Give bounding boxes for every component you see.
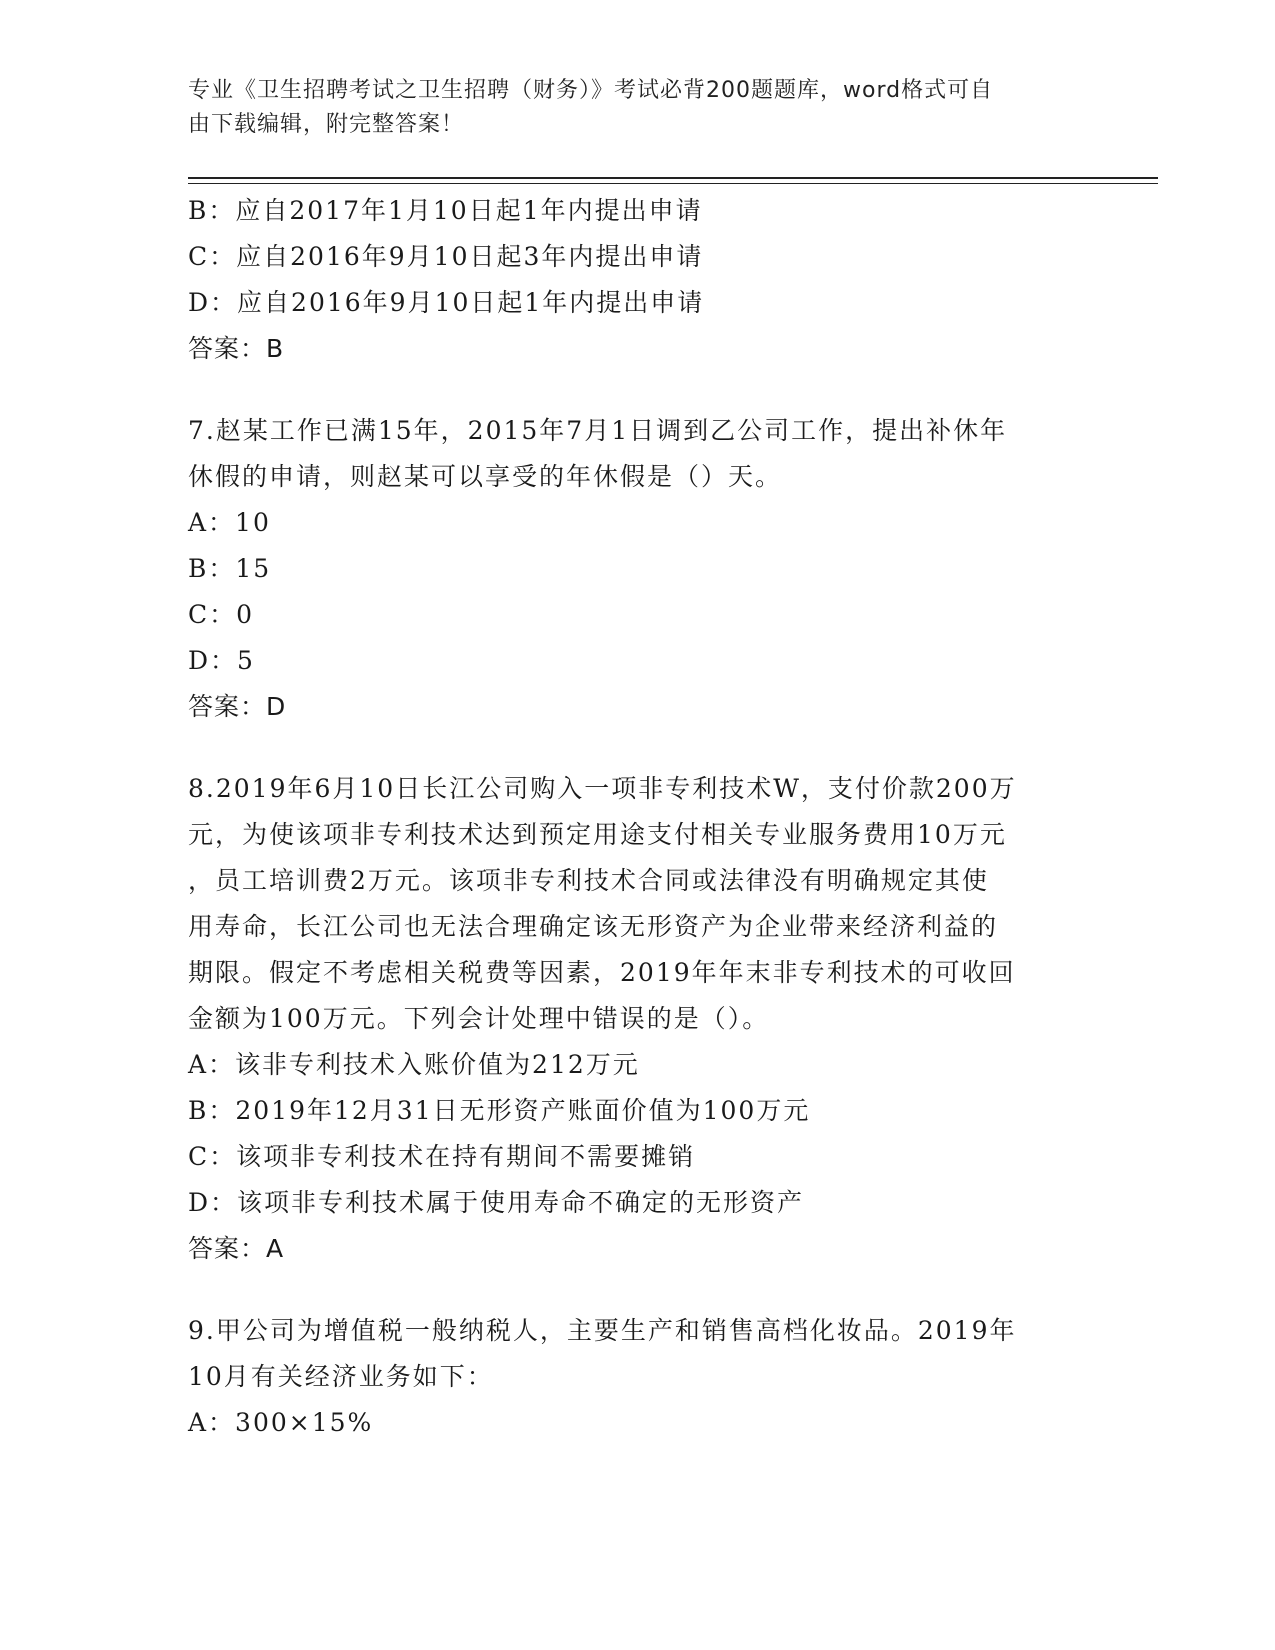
option-d: D：该项非专利技术属于使用寿命不确定的无形资产 bbox=[188, 1188, 805, 1217]
question-stem-line: 金额为100万元。下列会计处理中错误的是（）。 bbox=[188, 1004, 770, 1033]
answer: 答案：D bbox=[188, 692, 287, 721]
option-b: B：15 bbox=[188, 554, 272, 583]
option-a: A：10 bbox=[188, 508, 271, 537]
option-c: C：0 bbox=[188, 600, 255, 629]
document-body bbox=[188, 188, 1088, 1446]
header-divider-thin bbox=[188, 183, 1158, 184]
header-divider-thick bbox=[188, 177, 1158, 179]
header-line-1: 专业《卫生招聘考试之卫生招聘（财务）》考试必背200题题库，word格式可自 bbox=[188, 78, 994, 103]
question-stem-line: 用寿命，长江公司也无法合理确定该无形资产为企业带来经济利益的 bbox=[188, 912, 999, 941]
document-header bbox=[188, 74, 1068, 142]
question-stem-line: 9.甲公司为增值税一般纳税人，主要生产和销售高档化妆品。2019年 bbox=[188, 1316, 1017, 1345]
question-7 bbox=[188, 408, 1088, 730]
question-6 bbox=[188, 188, 1088, 372]
question-stem-line: 8.2019年6月10日长江公司购入一项非专利技术W，支付价款200万 bbox=[188, 774, 1017, 803]
option-a: A：300×15% bbox=[188, 1408, 374, 1437]
option-b: B：应自2017年1月10日起1年内提出申请 bbox=[188, 196, 703, 225]
question-stem-line: ，员工培训费2万元。该项非专利技术合同或法律没有明确规定其使 bbox=[188, 866, 989, 895]
option-d: D：5 bbox=[188, 646, 255, 675]
question-9 bbox=[188, 1308, 1088, 1446]
question-8 bbox=[188, 766, 1088, 1272]
option-b: B：2019年12月31日无形资产账面价值为100万元 bbox=[188, 1096, 811, 1125]
answer: 答案：A bbox=[188, 1234, 285, 1263]
option-c: C：该项非专利技术在持有期间不需要摊销 bbox=[188, 1142, 696, 1171]
option-a: A：该非专利技术入账价值为212万元 bbox=[188, 1050, 640, 1079]
header-line-2: 由下载编辑，附完整答案！ bbox=[188, 112, 465, 137]
answer: 答案：B bbox=[188, 334, 285, 363]
question-stem-line: 休假的申请，则赵某可以享受的年休假是（）天。 bbox=[188, 462, 783, 491]
option-d: D：应自2016年9月10日起1年内提出申请 bbox=[188, 288, 705, 317]
question-stem-line: 10月有关经济业务如下： bbox=[188, 1362, 494, 1391]
question-stem-line: 元，为使该项非专利技术达到预定用途支付相关专业服务费用10万元 bbox=[188, 820, 1007, 849]
question-stem-line: 7.赵某工作已满15年，2015年7月1日调到乙公司工作，提出补休年 bbox=[188, 416, 1008, 445]
option-c: C：应自2016年9月10日起3年内提出申请 bbox=[188, 242, 704, 271]
question-stem-line: 期限。假定不考虑相关税费等因素，2019年年末非专利技术的可收回 bbox=[188, 958, 1016, 987]
